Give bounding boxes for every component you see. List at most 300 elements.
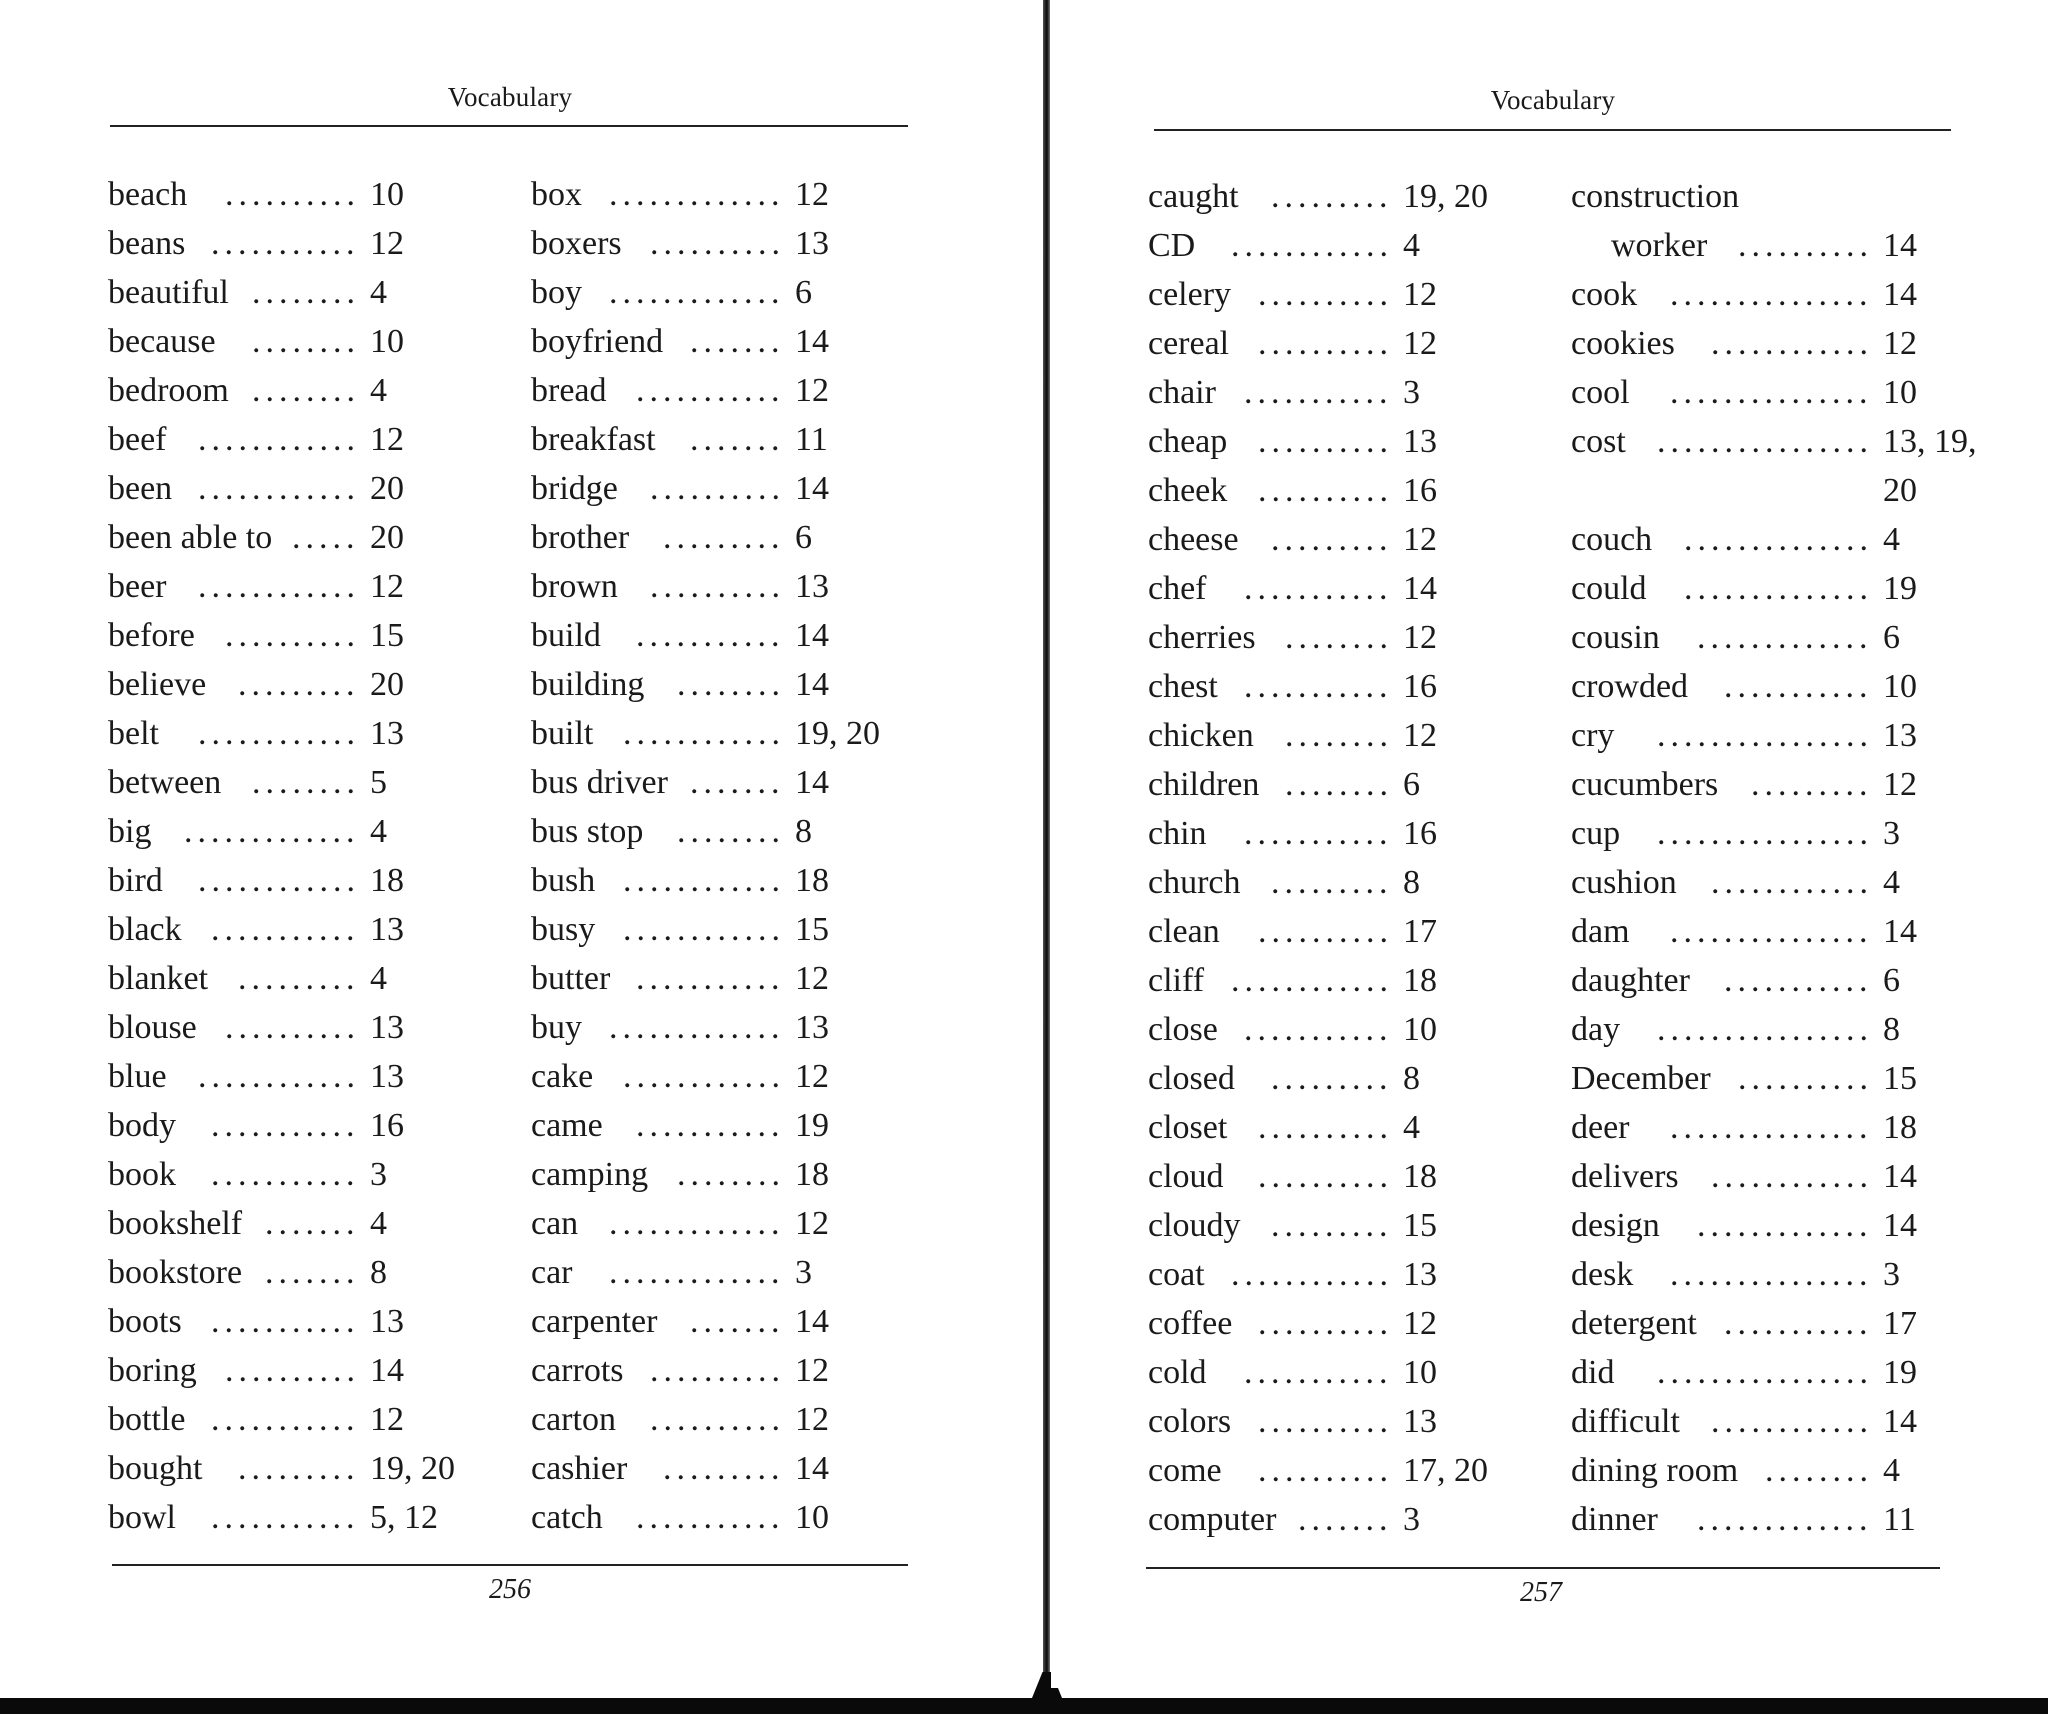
dot-leader: .......... <box>1258 423 1393 460</box>
index-page-refs: 4 <box>1883 864 1900 901</box>
index-page-refs: 13 <box>370 911 404 948</box>
index-page-refs: 14 <box>1883 913 1917 950</box>
dot-leader: ............ <box>198 715 360 752</box>
dot-leader: ............... <box>1670 276 1873 313</box>
index-entry <box>108 268 460 317</box>
dot-leader: ................ <box>1657 423 1873 460</box>
index-entry <box>1148 907 1493 956</box>
index-page-refs: 12 <box>370 1401 404 1438</box>
index-entry <box>1571 1201 1973 1250</box>
dot-leader: ........ <box>1285 717 1393 754</box>
index-entry <box>1148 564 1493 613</box>
index-term: bookshelf <box>108 1205 243 1242</box>
index-entry <box>531 954 885 1003</box>
index-term: boyfriend <box>531 323 664 360</box>
index-entry <box>531 1101 885 1150</box>
index-page-refs: 19 <box>795 1107 829 1144</box>
index-term: body <box>108 1107 176 1144</box>
index-entry <box>108 170 460 219</box>
index-term: build <box>531 617 601 654</box>
right-running-head: Vocabulary <box>1490 85 1616 115</box>
index-page-refs: 13 <box>1403 1403 1437 1440</box>
dot-leader: ............. <box>1697 619 1873 656</box>
index-entry <box>1571 172 1973 221</box>
index-page-refs: 12 <box>795 372 829 409</box>
index-page-refs: 14 <box>1883 227 1917 264</box>
index-entry <box>108 1444 460 1493</box>
index-page-refs: 10 <box>370 176 404 213</box>
index-entry <box>531 856 885 905</box>
index-entry <box>108 1101 460 1150</box>
index-entry <box>108 219 460 268</box>
index-page-refs: 4 <box>370 372 387 409</box>
dot-leader: ............ <box>623 911 785 948</box>
dot-leader: .......... <box>1738 227 1873 264</box>
index-entry <box>1571 1495 1973 1544</box>
index-entry <box>108 709 460 758</box>
dot-leader: ......... <box>238 960 360 997</box>
index-entry <box>108 660 460 709</box>
index-page-refs: 4 <box>1403 1109 1420 1146</box>
index-term: bus driver <box>531 764 668 801</box>
index-page-refs: 3 <box>1403 374 1420 411</box>
dot-leader: ........... <box>211 1156 360 1193</box>
index-term: crowded <box>1571 668 1689 705</box>
dot-leader: ............ <box>198 470 360 507</box>
dot-leader: ............ <box>1711 325 1873 362</box>
index-term: believe <box>108 666 207 703</box>
dot-leader: ....... <box>690 323 785 360</box>
index-page-refs: 13 <box>795 225 829 262</box>
index-entry <box>1571 515 1973 564</box>
index-page-refs: 17 <box>1403 913 1437 950</box>
index-page-refs: 3 <box>1883 815 1900 852</box>
dot-leader: .......... <box>1258 276 1393 313</box>
index-page-refs: 8 <box>795 813 812 850</box>
dot-leader: ..... <box>292 519 360 556</box>
index-term: camping <box>531 1156 649 1193</box>
index-entry <box>1571 1054 1973 1103</box>
index-entry <box>531 219 885 268</box>
dot-leader: ......... <box>1271 864 1393 901</box>
dot-leader: ......... <box>1271 1207 1393 1244</box>
index-entry <box>1148 613 1493 662</box>
index-page-refs: 18 <box>1883 1109 1917 1146</box>
index-entry <box>1148 1250 1493 1299</box>
index-term: church <box>1148 864 1241 901</box>
index-entry <box>1148 809 1493 858</box>
index-term: cookies <box>1571 325 1675 362</box>
dot-leader: .......... <box>1258 1109 1393 1146</box>
index-entry <box>1571 662 1973 711</box>
index-page-refs: 14 <box>795 666 829 703</box>
index-entry <box>531 1444 885 1493</box>
index-page-refs: 4 <box>1403 227 1420 264</box>
index-entry <box>1148 760 1493 809</box>
index-entry <box>531 758 885 807</box>
index-term: bottle <box>108 1401 186 1438</box>
dot-leader: ............ <box>623 862 785 899</box>
dot-leader: ................ <box>1657 717 1873 754</box>
index-term: belt <box>108 715 159 752</box>
index-page-refs: 20 <box>1883 472 1917 509</box>
index-term: chest <box>1148 668 1218 705</box>
index-term: cliff <box>1148 962 1205 999</box>
index-page-refs: 8 <box>1403 1060 1420 1097</box>
index-page-refs: 15 <box>370 617 404 654</box>
dot-leader: ............... <box>1670 1256 1873 1293</box>
index-page-refs: 18 <box>795 1156 829 1193</box>
index-entry <box>108 317 460 366</box>
index-entry <box>531 562 885 611</box>
index-term: buy <box>531 1009 582 1046</box>
right-footer-rule <box>1146 1567 1940 1569</box>
index-entry <box>1148 1152 1493 1201</box>
index-entry <box>1571 1250 1973 1299</box>
index-page-refs: 14 <box>795 764 829 801</box>
index-entry <box>1148 270 1493 319</box>
index-entry <box>531 366 885 415</box>
index-entry <box>531 611 885 660</box>
index-term: come <box>1148 1452 1222 1489</box>
index-term: design <box>1571 1207 1660 1244</box>
index-entry <box>1148 368 1493 417</box>
index-term: CD <box>1148 227 1196 264</box>
dot-leader: ........... <box>1244 1011 1393 1048</box>
index-term: caught <box>1148 178 1239 215</box>
dot-leader: ......... <box>663 519 785 556</box>
index-page-refs: 10 <box>1883 374 1917 411</box>
index-page-refs: 19, 20 <box>795 715 880 752</box>
index-entry <box>1148 1397 1493 1446</box>
dot-leader: ....... <box>690 421 785 458</box>
index-page-refs: 13 <box>1403 423 1437 460</box>
index-entry <box>531 905 885 954</box>
index-term: coat <box>1148 1256 1205 1293</box>
dot-leader: ............. <box>609 274 785 311</box>
index-page-refs: 20 <box>370 666 404 703</box>
dot-leader: ............. <box>609 176 785 213</box>
left-running-head: Vocabulary <box>447 82 573 112</box>
index-page-refs: 10 <box>370 323 404 360</box>
dot-leader: ............. <box>609 1205 785 1242</box>
index-term: bought <box>108 1450 203 1487</box>
index-term: December <box>1571 1060 1711 1097</box>
index-term: computer <box>1148 1501 1277 1538</box>
index-term: been able to <box>108 519 273 556</box>
index-term: big <box>108 813 152 850</box>
index-entry <box>1571 221 1973 270</box>
index-term: colors <box>1148 1403 1232 1440</box>
index-term: chicken <box>1148 717 1254 754</box>
index-term: construction <box>1571 178 1740 215</box>
index-page-refs: 8 <box>370 1254 387 1291</box>
index-page-refs: 12 <box>795 960 829 997</box>
dot-leader: ........ <box>1285 766 1393 803</box>
index-entry <box>1571 956 1973 1005</box>
dot-leader: ............. <box>609 1009 785 1046</box>
index-entry <box>1148 1495 1493 1544</box>
index-page-refs: 18 <box>1403 962 1437 999</box>
index-page-refs: 17, 20 <box>1403 1452 1488 1489</box>
index-term: cost <box>1571 423 1626 460</box>
index-term: brown <box>531 568 618 605</box>
dot-leader: ........ <box>677 813 785 850</box>
index-entry <box>108 1052 460 1101</box>
dot-leader: .......... <box>1258 472 1393 509</box>
dot-leader: ........... <box>1244 1354 1393 1391</box>
dot-leader: ............... <box>1670 374 1873 411</box>
dot-leader: ........ <box>677 1156 785 1193</box>
dot-leader: ........ <box>252 274 360 311</box>
dot-leader: .............. <box>1684 521 1873 558</box>
index-term: dining room <box>1571 1452 1739 1489</box>
index-entry <box>1571 270 1973 319</box>
index-entry <box>108 513 460 562</box>
index-entry <box>1148 466 1493 515</box>
index-page-refs: 14 <box>795 1303 829 1340</box>
index-term: desk <box>1571 1256 1634 1293</box>
index-page-refs: 14 <box>1883 1403 1917 1440</box>
index-term: carrots <box>531 1352 624 1389</box>
index-entry <box>531 1395 885 1444</box>
dot-leader: ....... <box>265 1205 360 1242</box>
dot-leader: ......... <box>1271 521 1393 558</box>
index-entry <box>1571 858 1973 907</box>
index-entry <box>108 464 460 513</box>
index-entry <box>531 1003 885 1052</box>
index-page-refs: 19 <box>1883 570 1917 607</box>
index-page-refs: 14 <box>1883 1207 1917 1244</box>
left-footer-rule <box>112 1564 908 1566</box>
index-page-refs: 12 <box>1883 766 1917 803</box>
dot-leader: ........... <box>211 1107 360 1144</box>
index-page-refs: 15 <box>1883 1060 1917 1097</box>
index-term: butter <box>531 960 611 997</box>
index-page-refs: 3 <box>1403 1501 1420 1538</box>
index-page-refs: 13 <box>1403 1256 1437 1293</box>
index-term: closet <box>1148 1109 1228 1146</box>
index-entry <box>1148 1103 1493 1152</box>
index-page-refs: 13 <box>370 1303 404 1340</box>
dot-leader: ....... <box>1298 1501 1393 1538</box>
dot-leader: ............ <box>198 862 360 899</box>
index-term: cup <box>1571 815 1621 852</box>
dot-leader: ........ <box>252 764 360 801</box>
dot-leader: .......... <box>1258 325 1393 362</box>
index-page-refs: 19, 20 <box>370 1450 455 1487</box>
dot-leader: ........ <box>677 666 785 703</box>
index-entry <box>108 1346 460 1395</box>
dot-leader: .......... <box>650 1401 785 1438</box>
bottom-edge <box>0 1698 2048 1714</box>
index-page-refs: 11 <box>1883 1501 1916 1538</box>
index-term: chin <box>1148 815 1207 852</box>
index-entry <box>1148 1446 1493 1495</box>
dot-leader: ........... <box>1244 374 1393 411</box>
index-term: coffee <box>1148 1305 1233 1342</box>
index-entry <box>531 1248 885 1297</box>
index-term: bus stop <box>531 813 644 850</box>
index-term: car <box>531 1254 573 1291</box>
index-page-refs: 8 <box>1403 864 1420 901</box>
index-page-refs: 11 <box>795 421 828 458</box>
dot-leader: ........... <box>1244 815 1393 852</box>
index-term: blouse <box>108 1009 197 1046</box>
index-term: because <box>108 323 216 360</box>
index-entry <box>1571 760 1973 809</box>
index-entry <box>531 1052 885 1101</box>
index-page-refs: 15 <box>795 911 829 948</box>
dot-leader: ............ <box>198 568 360 605</box>
index-term: building <box>531 666 645 703</box>
dot-leader: ........... <box>211 225 360 262</box>
index-page-refs: 12 <box>370 568 404 605</box>
index-term: beach <box>108 176 188 213</box>
index-term: between <box>108 764 222 801</box>
index-term: busy <box>531 911 596 948</box>
index-entry <box>108 415 460 464</box>
index-term: built <box>531 715 594 752</box>
right-page-number: 257 <box>1520 1577 1562 1608</box>
index-entry <box>1148 417 1493 466</box>
index-entry <box>108 905 460 954</box>
book-gutter <box>1043 0 1050 1700</box>
dot-leader: ........... <box>1244 668 1393 705</box>
index-page-refs: 16 <box>1403 668 1437 705</box>
index-term: blanket <box>108 960 209 997</box>
index-page-refs: 10 <box>795 1499 829 1536</box>
index-page-refs: 12 <box>795 1058 829 1095</box>
index-page-refs: 14 <box>795 617 829 654</box>
dot-leader: ......... <box>238 666 360 703</box>
index-page-refs: 17 <box>1883 1305 1917 1342</box>
index-entry <box>108 562 460 611</box>
index-term: bread <box>531 372 607 409</box>
index-entry <box>108 758 460 807</box>
index-term: cousin <box>1571 619 1660 656</box>
index-entry <box>1571 1397 1973 1446</box>
index-page-refs: 6 <box>795 274 812 311</box>
index-term: bush <box>531 862 596 899</box>
dot-leader: ......... <box>1271 1060 1393 1097</box>
index-entry <box>531 807 885 856</box>
index-entry <box>531 1199 885 1248</box>
index-term: deer <box>1571 1109 1630 1146</box>
index-entry <box>1571 613 1973 662</box>
index-page-refs: 8 <box>1883 1011 1900 1048</box>
dot-leader: .......... <box>1738 1060 1873 1097</box>
index-term: cloudy <box>1148 1207 1241 1244</box>
dot-leader: ......... <box>238 1450 360 1487</box>
dot-leader: ............. <box>184 813 360 850</box>
index-term: cushion <box>1571 864 1677 901</box>
index-entry <box>1571 564 1973 613</box>
index-page-refs: 14 <box>795 470 829 507</box>
dot-leader: ....... <box>690 764 785 801</box>
dot-leader: ........... <box>1244 570 1393 607</box>
index-page-refs: 10 <box>1403 1354 1437 1391</box>
index-page-refs: 13 <box>1883 717 1917 754</box>
index-page-refs: 6 <box>1883 619 1900 656</box>
index-term: delivers <box>1571 1158 1679 1195</box>
index-page-refs: 6 <box>1403 766 1420 803</box>
index-page-refs: 6 <box>795 519 812 556</box>
index-entry <box>108 611 460 660</box>
dot-leader: ........... <box>636 372 785 409</box>
index-page-refs: 6 <box>1883 962 1900 999</box>
index-page-refs: 18 <box>370 862 404 899</box>
index-entry <box>1148 1005 1493 1054</box>
index-entry <box>531 170 885 219</box>
index-page-refs: 3 <box>1883 1256 1900 1293</box>
dot-leader: ............ <box>1231 962 1393 999</box>
dot-leader: ............... <box>1670 1109 1873 1146</box>
index-entry <box>1571 417 1977 466</box>
index-term: beans <box>108 225 186 262</box>
index-entry <box>1571 907 1973 956</box>
index-page-refs: 4 <box>370 960 387 997</box>
index-term: boots <box>108 1303 182 1340</box>
dot-leader: ............ <box>1711 864 1873 901</box>
index-page-refs: 16 <box>1403 815 1437 852</box>
dot-leader: ............ <box>623 715 785 752</box>
index-page-refs: 19 <box>1883 1354 1917 1391</box>
dot-leader: ............... <box>1670 913 1873 950</box>
index-term: bedroom <box>108 372 229 409</box>
index-term: cereal <box>1148 325 1230 362</box>
dot-leader: ........... <box>1724 1305 1873 1342</box>
index-page-refs: 14 <box>1883 1158 1917 1195</box>
dot-leader: .......... <box>1258 913 1393 950</box>
index-term: came <box>531 1107 603 1144</box>
index-page-refs: 14 <box>1883 276 1917 313</box>
index-page-refs: 13, 19, <box>1883 423 1977 460</box>
dot-leader: ........... <box>1724 668 1873 705</box>
dot-leader: ........ <box>252 372 360 409</box>
index-entry <box>1571 809 1973 858</box>
index-term: cheese <box>1148 521 1239 558</box>
index-page-refs: 12 <box>1403 276 1437 313</box>
index-entry <box>1148 1348 1493 1397</box>
index-term: carpenter <box>531 1303 658 1340</box>
index-page-refs: 20 <box>370 470 404 507</box>
index-page-refs: 12 <box>1403 521 1437 558</box>
index-entry <box>531 513 885 562</box>
index-entry <box>1148 515 1493 564</box>
index-term: cloud <box>1148 1158 1224 1195</box>
index-page-refs: 12 <box>795 1205 829 1242</box>
index-entry <box>1148 1054 1493 1103</box>
index-term: beautiful <box>108 274 229 311</box>
index-term: clean <box>1148 913 1220 950</box>
index-term: cook <box>1571 276 1638 313</box>
index-entry <box>1571 1446 1973 1495</box>
index-entry <box>108 807 460 856</box>
dot-leader: ........ <box>252 323 360 360</box>
index-term: dinner <box>1571 1501 1658 1538</box>
index-term: cashier <box>531 1450 628 1487</box>
index-page-refs: 20 <box>370 519 404 556</box>
index-entry <box>1148 662 1493 711</box>
index-term: difficult <box>1571 1403 1680 1440</box>
index-page-refs: 18 <box>1403 1158 1437 1195</box>
index-term: cry <box>1571 717 1615 754</box>
index-page-refs: 13 <box>795 1009 829 1046</box>
index-term: bowl <box>108 1499 176 1536</box>
dot-leader: ....... <box>265 1254 360 1291</box>
index-page-refs: 15 <box>1403 1207 1437 1244</box>
